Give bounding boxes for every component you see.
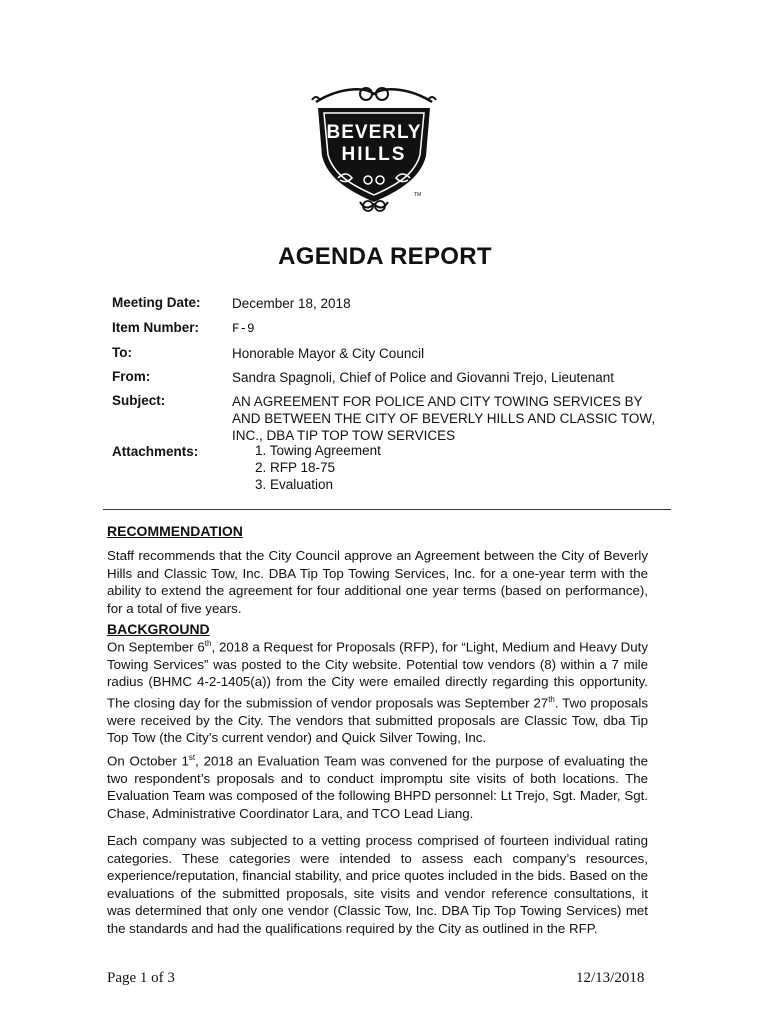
logo-line1: BEVERLY	[326, 122, 422, 143]
subject-value: AN AGREEMENT FOR POLICE AND CITY TOWING SERVICES BY AND BETWEEN THE CITY OF BEVERLY HILLS AND CLASSIC TOW, INC., DBA TIP TOP TOW SERVICES	[232, 394, 656, 443]
to-label: To:	[112, 345, 132, 360]
attachment-item: 2. RFP 18-75	[255, 460, 336, 475]
subject-label: Subject:	[112, 393, 166, 408]
item-number-value: F-9	[232, 322, 255, 336]
background-heading: BACKGROUND	[107, 621, 210, 637]
recommendation-heading: RECOMMENDATION	[107, 523, 243, 539]
footer-date: 12/13/2018	[576, 970, 645, 986]
background-paragraph-3: Each company was subjected to a vetting process comprised of fourteen individual rating categories. These categories were intended to assess each company’s resources, experience/reputation, financial stability, and price quotes included in the bids. Based on the evaluations of the submitted proposals, site visits and vendor reference consultations, it was determined that only one vendor (Classic Tow, Inc. DBA Tip Top Towing Services) met the standards and had the qualifications required by the City as outlined in the RFP.	[107, 833, 648, 936]
background-paragraph-1: On September 6th, 2018 a Request for Proposals (RFP), for “Light, Medium and Heavy Duty Towing Services” was posted to the City website. Potential tow vendors (8) within a 7 mile radius (BHMC 4-2-1405(a)) from the City were emailed directly regarding this opportunity. The closing day for the submission of vendor proposals was September 27th. Two proposals were received by the City. The vendors that submitted proposals are Classic Tow, dba Tip Top Tow (the City’s current vendor) and Quick Silver Towing, Inc.	[107, 639, 648, 746]
meeting-date-label: Meeting Date:	[112, 295, 201, 310]
from-value: Sandra Spagnoli, Chief of Police and Giovanni Trejo, Lieutenant	[232, 370, 615, 385]
page-number: Page 1 of 3	[107, 970, 175, 986]
section-divider	[103, 509, 671, 510]
recommendation-text: Staff recommends that the City Council approve an Agreement between the City of Beverly Hills and Classic Tow, Inc. DBA Tip Top Towing Services, Inc. for a one-year term with the ability to extend the agreement for four additional one year terms (based on performance), for a total of five years.	[107, 548, 648, 616]
item-number-label: Item Number:	[112, 320, 200, 335]
beverly-hills-shield-logo	[308, 84, 440, 216]
from-label: From:	[112, 369, 151, 384]
meeting-date-value: December 18, 2018	[232, 296, 351, 311]
logo-trademark: TM	[414, 192, 422, 198]
background-paragraph-2: On October 1st, 2018 an Evaluation Team was convened for the purpose of evaluating the two respondent’s proposals and to conduct impromptu site visits of both locations. The Evaluation Team was composed of the following BHPD personnel: Lt Trejo, Sgt. Mader, Sgt. Chase, Administrative Coordinator Lara, and TCO Lead Liang.	[107, 753, 648, 821]
attachment-item: 3. Evaluation	[255, 477, 334, 492]
to-value: Honorable Mayor & City Council	[232, 346, 425, 361]
logo-line2: HILLS	[341, 144, 407, 165]
report-title: AGENDA REPORT	[278, 243, 492, 270]
attachment-item: 1. Towing Agreement	[255, 443, 381, 458]
attachments-label: Attachments:	[112, 444, 199, 459]
